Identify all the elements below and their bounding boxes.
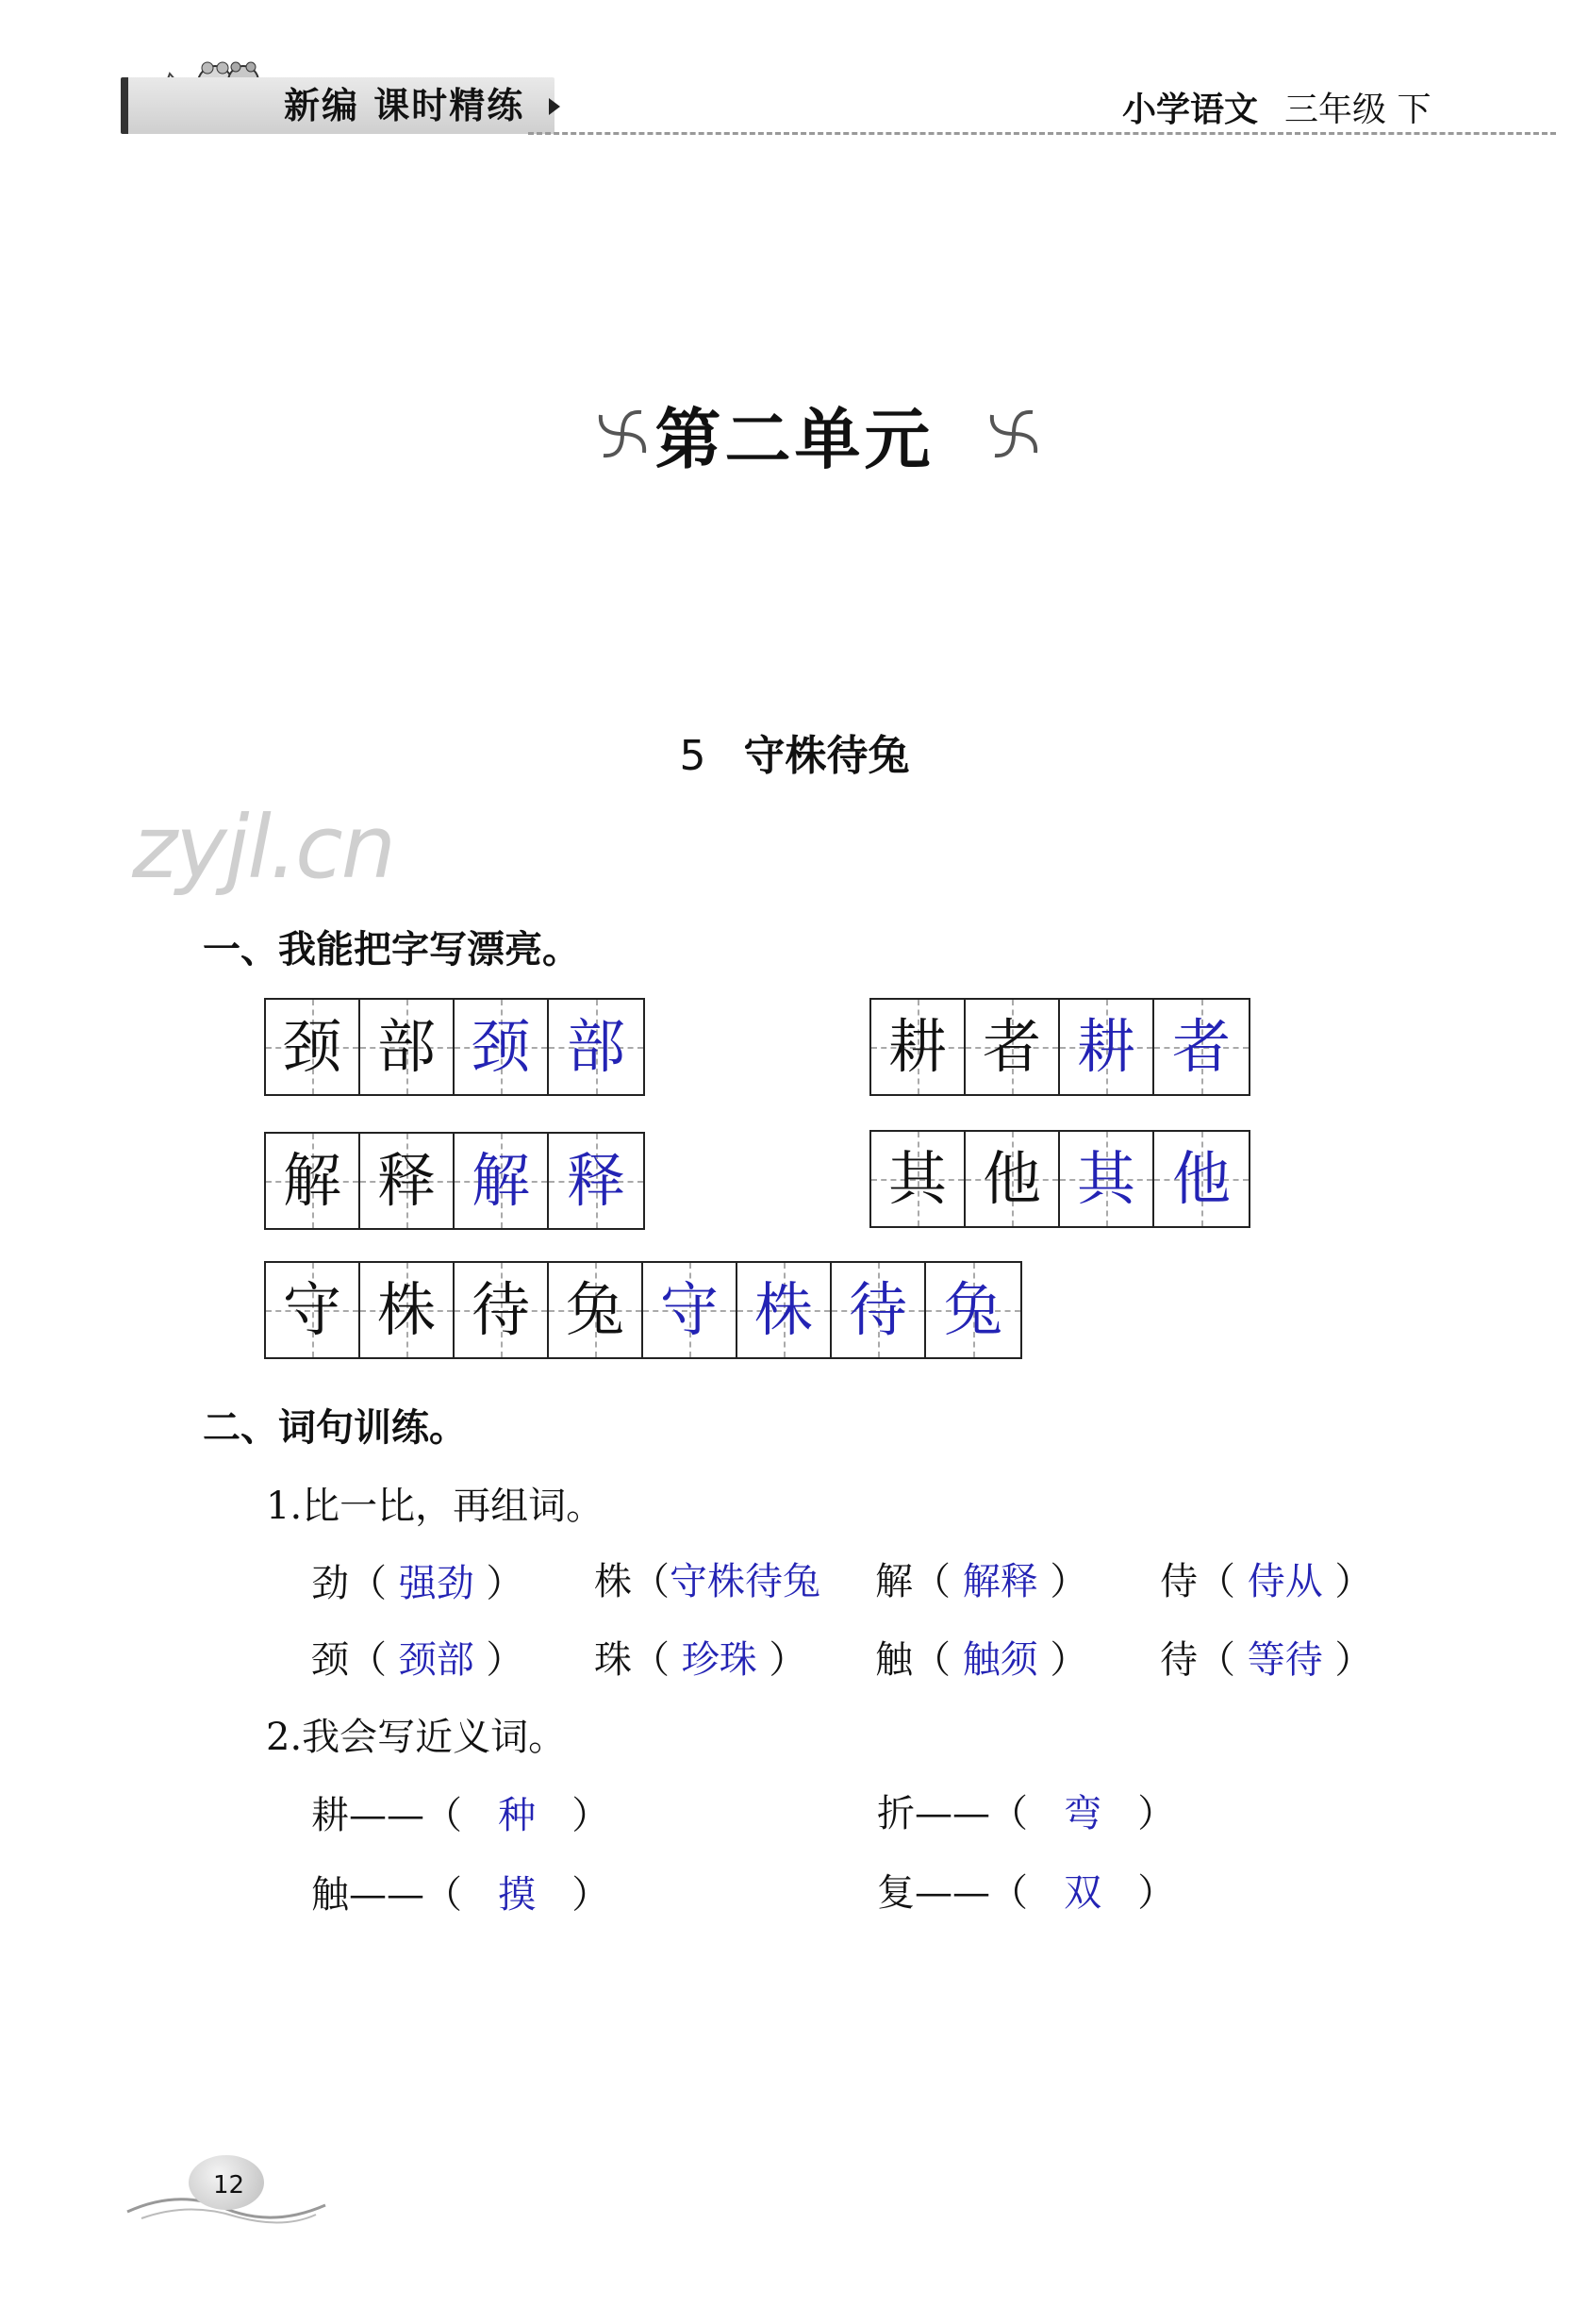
grid-cell-answer: 待: [832, 1263, 926, 1357]
compare-item: 侍（ 侍从 ）: [1160, 1560, 1373, 1603]
synonym-item: 触——（ 摸 ）: [311, 1873, 610, 1917]
swirl-right-icon: [981, 401, 1047, 471]
grid-cell: 其: [871, 1132, 966, 1226]
section2-title: 二、词句训练。: [203, 1406, 467, 1450]
q2-prompt: 2.我会写近义词。: [266, 1716, 567, 1759]
grid-cell-answer: 他: [1154, 1132, 1249, 1226]
answer: 种: [498, 1794, 537, 1837]
grid-cell-answer: 其: [1060, 1132, 1154, 1226]
header-arrow-icon: [549, 98, 560, 115]
page-number: 12: [213, 2171, 245, 2200]
answer: 颈部: [398, 1638, 474, 1682]
writing-grid-4: [869, 1130, 1250, 1228]
synonym-item: 耕——（ 种 ）: [311, 1794, 610, 1837]
grid-cell-answer: 者: [1154, 1000, 1249, 1094]
watermark: zyjl.cn: [132, 797, 394, 898]
answer: 珍珠: [681, 1638, 757, 1682]
compare-item: 解（ 解释 ）: [875, 1560, 1088, 1603]
answer: 解释: [962, 1560, 1038, 1603]
compare-item: 触（ 触须 ）: [875, 1638, 1088, 1682]
grid-cell: 释: [360, 1134, 455, 1228]
unit-title: 第二单元: [654, 400, 935, 478]
grid-cell: 颈: [266, 1000, 360, 1094]
grid-cell-answer: 耕: [1060, 1000, 1154, 1094]
grid-cell-answer: 颈: [455, 1000, 549, 1094]
answer: 摸: [498, 1873, 537, 1917]
grid-cell: 兔: [549, 1263, 643, 1357]
grid-cell: 耕: [871, 1000, 966, 1094]
writing-grid-3: [264, 1132, 645, 1230]
section1-title: 一、我能把字写漂亮。: [203, 928, 580, 971]
grid-cell: 解: [266, 1134, 360, 1228]
synonym-item: 复——（ 双 ）: [877, 1871, 1176, 1915]
writing-grid-2: [869, 998, 1250, 1096]
answer: 守株待兔: [670, 1560, 820, 1603]
grid-cell: 部: [360, 1000, 455, 1094]
grid-cell: 守: [266, 1263, 360, 1357]
grid-cell-answer: 解: [455, 1134, 549, 1228]
grade: 三年级 下: [1284, 91, 1432, 129]
header-subject-grade: [1122, 83, 1431, 131]
synonym-item: 折——（ 弯 ）: [877, 1792, 1176, 1835]
answer: 双: [1064, 1871, 1102, 1915]
answer: 强劲: [398, 1562, 474, 1605]
lesson-heading: [0, 722, 1589, 782]
grid-cell: 者: [966, 1000, 1060, 1094]
header-divider: [528, 132, 1556, 135]
grid-cell-answer: 释: [549, 1134, 643, 1228]
compare-item: 株（守株待兔: [594, 1560, 820, 1603]
grid-cell-answer: 守: [643, 1263, 737, 1357]
book-title: 新编 课时精练: [121, 77, 554, 134]
subject: 小学语文: [1122, 91, 1259, 129]
writing-grid-1: [264, 998, 645, 1096]
answer: 触须: [962, 1638, 1038, 1682]
grid-cell-answer: 兔: [926, 1263, 1020, 1357]
grid-cell: 待: [455, 1263, 549, 1357]
answer: 侍从: [1247, 1560, 1323, 1603]
answer: 等待: [1247, 1638, 1323, 1682]
compare-item: 待（ 等待 ）: [1160, 1638, 1373, 1682]
grid-cell-answer: 部: [549, 1000, 643, 1094]
grid-cell: 株: [360, 1263, 455, 1357]
compare-item: 颈（ 颈部 ）: [311, 1638, 524, 1682]
grid-cell: 他: [966, 1132, 1060, 1226]
writing-grid-5: [264, 1261, 1022, 1359]
answer: 弯: [1064, 1792, 1102, 1835]
compare-item: 珠（ 珍珠 ）: [594, 1638, 807, 1682]
q1-prompt: 1.比一比，再组词。: [266, 1485, 604, 1528]
grid-cell-answer: 株: [737, 1263, 832, 1357]
lesson-title: 守株待兔: [743, 732, 910, 780]
compare-item: 劲（ 强劲 ）: [311, 1562, 524, 1605]
lesson-number: 5: [679, 732, 706, 780]
